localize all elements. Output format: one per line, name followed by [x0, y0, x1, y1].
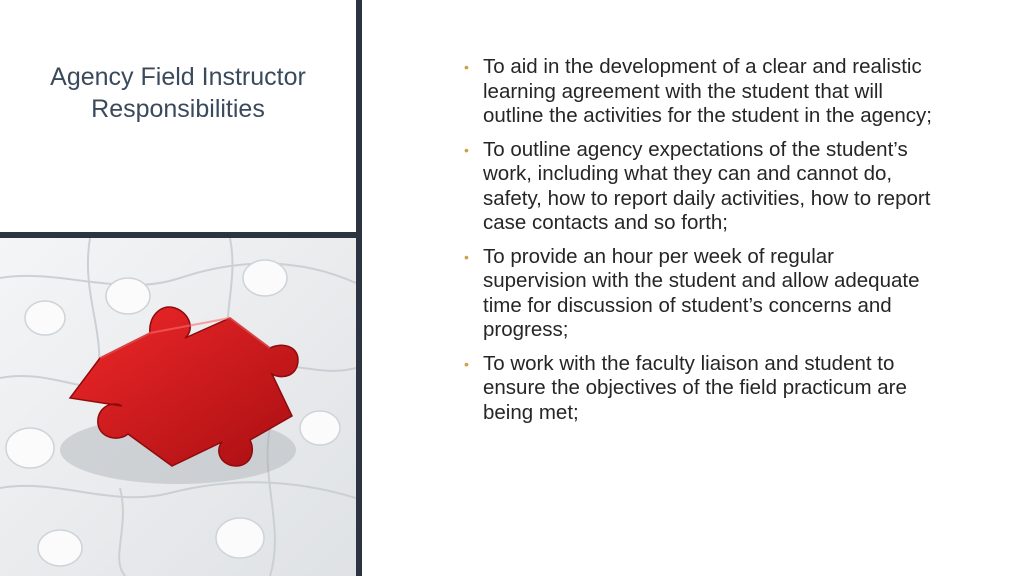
bullet-item — [462, 245, 932, 343]
bullet-text: To outline agency expectations of the student’s work, including what they can and cannot do, safety, how to report daily activities, how to report case contacts and so forth; — [483, 137, 931, 234]
bullet-text: To provide an hour per week of regular supervision with the student and allow adequate time for discussion of student’s concerns and progress; — [483, 244, 920, 341]
bullet-dot-icon: • — [464, 59, 469, 75]
puzzle-image — [0, 238, 356, 576]
bullet-item — [462, 138, 932, 236]
bullet-dot-icon: • — [464, 141, 469, 158]
bullet-dot-icon: • — [464, 355, 469, 372]
slide-title: Agency Field Instructor Responsibilities — [50, 63, 306, 123]
bullet-item — [462, 55, 932, 129]
content-area — [462, 55, 932, 434]
title-box — [0, 0, 356, 232]
puzzle-illustration — [0, 238, 356, 576]
bullet-text: To aid in the development of a clear and realistic learning agreement with the student that will outline the activities for the student in the agency; — [483, 55, 932, 127]
bullet-item — [462, 352, 932, 426]
bullet-dot-icon: • — [464, 248, 469, 265]
bullet-list — [462, 55, 932, 425]
left-panel — [0, 0, 362, 576]
bullet-text: To work with the faculty liaison and student to ensure the objectives of the field practicum are being met; — [483, 351, 907, 424]
